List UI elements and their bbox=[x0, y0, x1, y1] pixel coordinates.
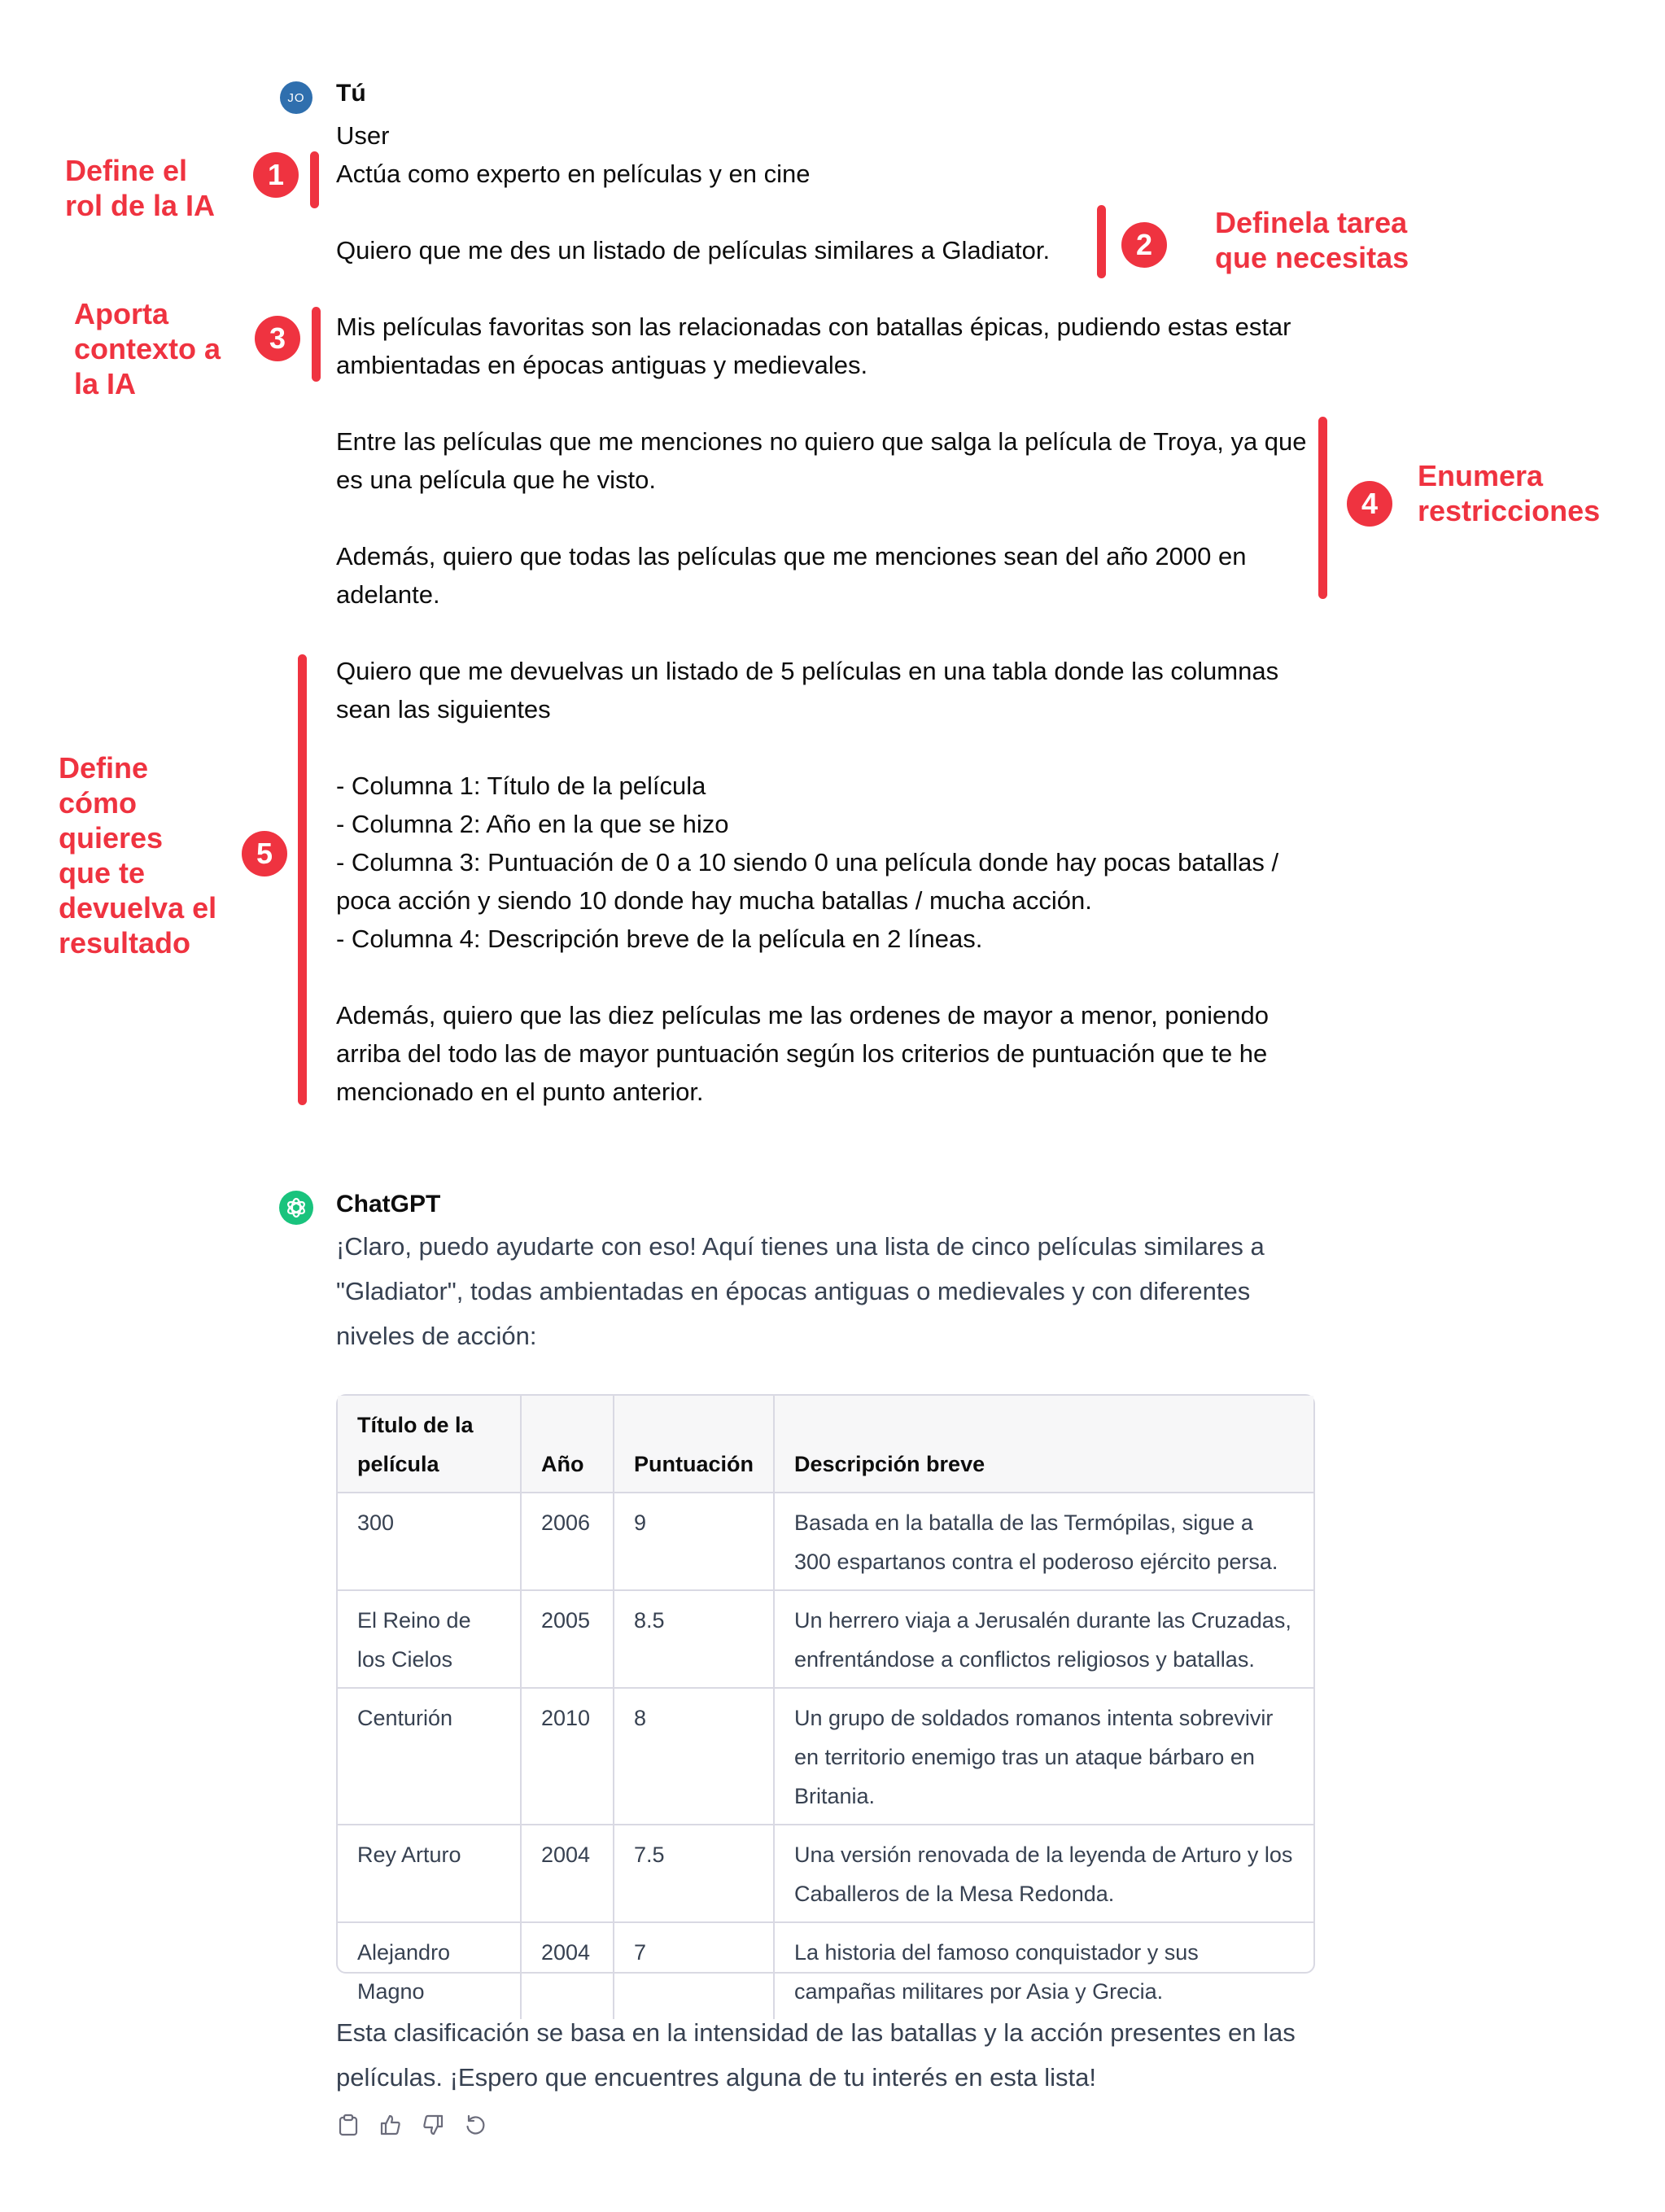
prompt-line: Quiero que me des un listado de películas similares a Gladiator. bbox=[336, 236, 1051, 264]
annotation-4-label: Enumera restricciones bbox=[1418, 459, 1601, 527]
prompt-line: Además, quiero que las diez películas me las ordenes de mayor a menor, poniendo bbox=[336, 1001, 1269, 1029]
table-header-row bbox=[338, 1396, 1313, 1493]
response-line: niveles de acción: bbox=[336, 1322, 537, 1350]
prompt-line: ambientadas en épocas antiguas y medievales. bbox=[336, 351, 868, 379]
response-line: películas. ¡Espero que encuentres alguna de tu interés en esta lista! bbox=[336, 2063, 1097, 2092]
annotation-5-badge: 5 bbox=[242, 831, 287, 876]
cell-score: 7.5 bbox=[614, 1825, 774, 1922]
prompt-line: poca acción y siendo 10 donde hay mucha batallas / mucha acción. bbox=[336, 886, 1092, 915]
cell-year: 2004 bbox=[521, 1922, 614, 2019]
cell-year: 2004 bbox=[521, 1825, 614, 1922]
annotation-4-bar bbox=[1318, 417, 1327, 599]
thumbs-down-icon[interactable] bbox=[421, 2113, 445, 2137]
annotation-5-label: Define cómo quieres que te devuelva el resultado bbox=[59, 751, 217, 960]
column-header-title: Título de la película bbox=[338, 1396, 521, 1493]
chatgpt-avatar bbox=[279, 1191, 313, 1225]
prompt-line: Actúa como experto en películas y en cine bbox=[336, 160, 811, 188]
table-row bbox=[338, 1922, 1313, 2019]
prompt-line: User bbox=[336, 121, 390, 150]
table-row bbox=[338, 1493, 1313, 1590]
thumbs-up-icon[interactable] bbox=[378, 2113, 403, 2137]
openai-logo-icon bbox=[285, 1196, 308, 1219]
annotation-1-badge: 1 bbox=[253, 152, 299, 198]
annotation-3-bar bbox=[312, 307, 321, 382]
cell-description: Un grupo de soldados romanos intenta sobrevivir en territorio enemigo tras un ataque bárbaro en Britania. bbox=[774, 1688, 1313, 1825]
prompt-line: Quiero que me devuelvas un listado de 5 películas en una tabla donde las columnas bbox=[336, 657, 1279, 685]
table-row bbox=[338, 1825, 1313, 1922]
cell-title: Rey Arturo bbox=[338, 1825, 521, 1922]
cell-year: 2006 bbox=[521, 1493, 614, 1590]
annotation-2-bar bbox=[1097, 205, 1106, 278]
prompt-line: sean las siguientes bbox=[336, 695, 551, 723]
column-header-description: Descripción breve bbox=[774, 1396, 1313, 1493]
prompt-line: - Columna 4: Descripción breve de la película en 2 líneas. bbox=[336, 925, 983, 953]
prompt-line: Entre las películas que me menciones no quiero que salga la película de Troya, ya que bbox=[336, 427, 1307, 456]
assistant-author-name: ChatGPT bbox=[336, 1191, 441, 1217]
cell-description: La historia del famoso conquistador y sus campañas militares por Asia y Grecia. bbox=[794, 1940, 1199, 2004]
prompt-line: - Columna 1: Título de la película bbox=[336, 772, 706, 800]
annotation-3-label: Aporta contexto a la IA bbox=[74, 297, 221, 400]
cell-score: 8.5 bbox=[614, 1590, 774, 1688]
user-avatar bbox=[280, 81, 312, 114]
cell-description: Una versión renovada de la leyenda de Arturo y los Caballeros de la Mesa Redonda. bbox=[774, 1825, 1313, 1922]
movies-table bbox=[336, 1394, 1315, 2004]
prompt-line: mencionado en el punto anterior. bbox=[336, 1078, 704, 1106]
avatar-initials: JO bbox=[287, 90, 305, 105]
cell-year: 2005 bbox=[521, 1590, 614, 1688]
prompt-line: arriba del todo las de mayor puntuación según los criterios de puntuación que te he bbox=[336, 1039, 1268, 1068]
annotation-5-bar bbox=[298, 654, 307, 1105]
annotation-3-badge: 3 bbox=[255, 316, 300, 361]
annotation-1-label: Define el rol de la IA bbox=[65, 154, 216, 222]
annotation-2-label: Definela tarea que necesitas bbox=[1215, 206, 1409, 274]
prompt-line: Además, quiero que todas las películas que me menciones sean del año 2000 en bbox=[336, 542, 1247, 570]
cell-score: 9 bbox=[614, 1493, 774, 1590]
response-line: "Gladiator", todas ambientadas en épocas antiguas o medievales y con diferentes bbox=[336, 1277, 1251, 1305]
prompt-line: adelante. bbox=[336, 580, 440, 609]
table-row bbox=[338, 1590, 1313, 1688]
annotation-2-badge: 2 bbox=[1121, 222, 1167, 268]
cell-score: 8 bbox=[614, 1688, 774, 1825]
cell-title: Alejandro Magno bbox=[338, 1922, 521, 2019]
table-row bbox=[338, 1688, 1313, 1825]
regenerate-icon[interactable] bbox=[463, 2113, 487, 2137]
cell-description: Un herrero viaja a Jerusalén durante las Cruzadas, enfrentándose a conflictos religiosos y batallas. bbox=[774, 1590, 1313, 1688]
clipboard-icon[interactable] bbox=[336, 2113, 361, 2137]
prompt-line: es una película que he visto. bbox=[336, 466, 656, 494]
cell-description: Basada en la batalla de las Termópilas, sigue a 300 espartanos contra el poderoso ejército persa. bbox=[774, 1493, 1313, 1590]
annotation-1-bar bbox=[310, 151, 319, 208]
cell-title: 300 bbox=[338, 1493, 521, 1590]
user-author-name: Tú bbox=[336, 80, 366, 107]
column-header-score: Puntuación bbox=[614, 1396, 774, 1493]
prompt-line: - Columna 3: Puntuación de 0 a 10 siendo 0 una película donde hay pocas batallas / bbox=[336, 848, 1279, 876]
cell-title: Centurión bbox=[338, 1688, 521, 1825]
message-actions bbox=[336, 2113, 487, 2137]
cell-score: 7 bbox=[614, 1922, 774, 2019]
prompt-line: - Columna 2: Año en la que se hizo bbox=[336, 810, 729, 838]
column-header-year: Año bbox=[521, 1396, 614, 1493]
annotation-4-badge: 4 bbox=[1347, 481, 1392, 527]
cell-title: El Reino de los Cielos bbox=[338, 1590, 521, 1688]
cell-year: 2010 bbox=[521, 1688, 614, 1825]
response-line: Esta clasificación se basa en la intensidad de las batallas y la acción presentes en las bbox=[336, 2018, 1296, 2047]
response-line: ¡Claro, puedo ayudarte con eso! Aquí tienes una lista de cinco películas similares a bbox=[336, 1232, 1265, 1261]
prompt-line: Mis películas favoritas son las relacionadas con batallas épicas, pudiendo estas estar bbox=[336, 313, 1291, 341]
